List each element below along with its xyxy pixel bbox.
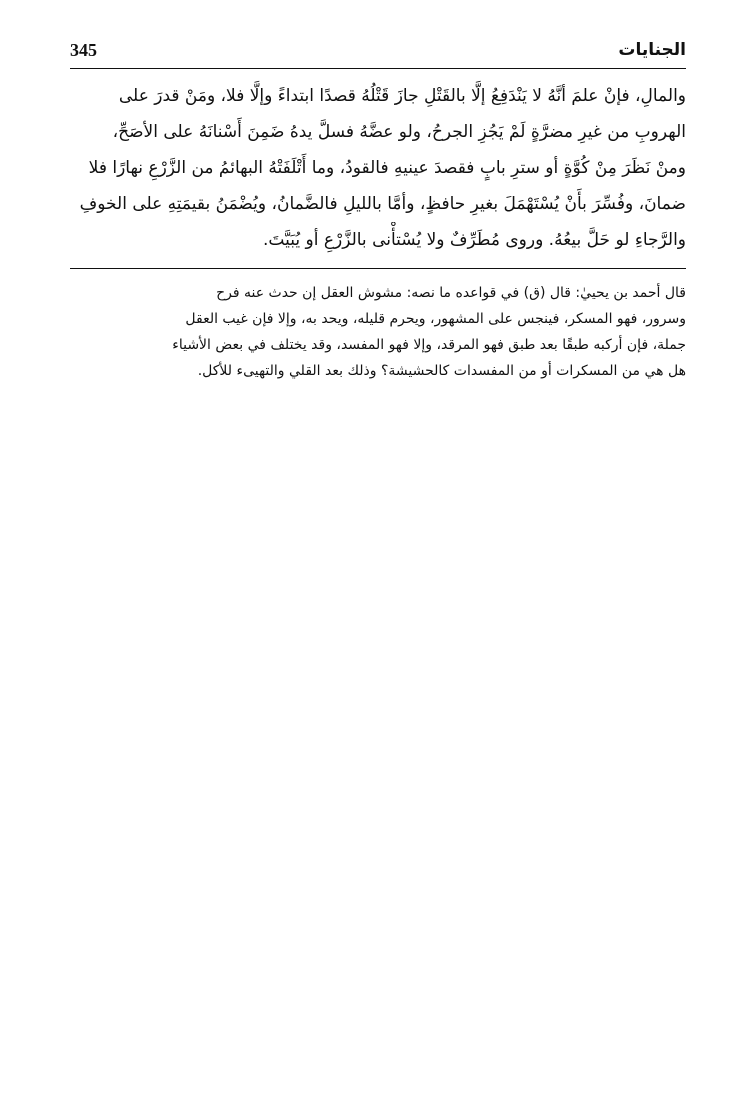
main-text-line: والمالِ، فإنْ علمَ أنَّهُ لا يَنْدَفِعُ إلَّا بالقَتْلِ جازَ قَتْلُهُ قصدًا ابتداءً وإلَّا فلا، ومَنْ قدرَ على	[118, 86, 686, 106]
footnote-line: هل هي من المسكرات أو من المفسدات كالحشيشة؟ وذلك بعد القلي والتهيىء للأكل.	[197, 363, 686, 379]
header-rule	[70, 68, 686, 69]
footnote-rule	[70, 268, 686, 269]
page-header	[70, 38, 686, 68]
page-number: 345	[70, 40, 97, 60]
footnote	[70, 280, 686, 384]
footnote-line: قال أحمد بن يحييٰ: قال (ق) في قواعده ما نصه: مشوش العقل إن حدث عنه فرح	[216, 285, 686, 301]
footnote-line: وسرور، فهو المسكر، فينجس على المشهور، ويحرم قليله، ويحد به، وإلا فإن غيب العقل	[185, 311, 686, 327]
main-text-line: الهروبِ من غيرِ مضرَّةٍ لَمْ يَجُزِ الجرحُ، ولو عضَّهُ فسلَّ يدهُ ضَمِنَ أَسْنانَهُ على الأصَحِّ،	[112, 122, 686, 142]
main-text-line: ضمانَ، وفُسِّرَ بأَنْ يُسْتَهْمَلَ بغيرِ حافظٍ، وأمَّا بالليلِ فالضَّمانُ، ويُضْمَنُ بقيمَتِهِ على الخوفِ	[79, 194, 686, 214]
main-text-line: ومنْ نَظَرَ مِنْ كُوَّةٍ أو سترِ بابٍ فقصدَ عينيهِ فالقودُ، وما أَتْلَفَتْهُ البهائمُ من الزَّرْعِ نهارًا فلا	[88, 158, 686, 178]
footnote-line: جملة، فإن أركبه طبقًا بعد طبق فهو المرقد، وإلا فهو المفسد، وقد يختلف في بعض الأشياء	[172, 337, 686, 353]
main-text-line: والرَّجاءِ لو حَلَّ بيعُهُ. وروى مُطَرِّفٌ ولا يُسْتأْنى بالزَّرْعِ أو يُبَيَّتَ.	[263, 230, 686, 250]
main-text	[70, 78, 686, 258]
running-head: الجنايات	[618, 40, 686, 60]
